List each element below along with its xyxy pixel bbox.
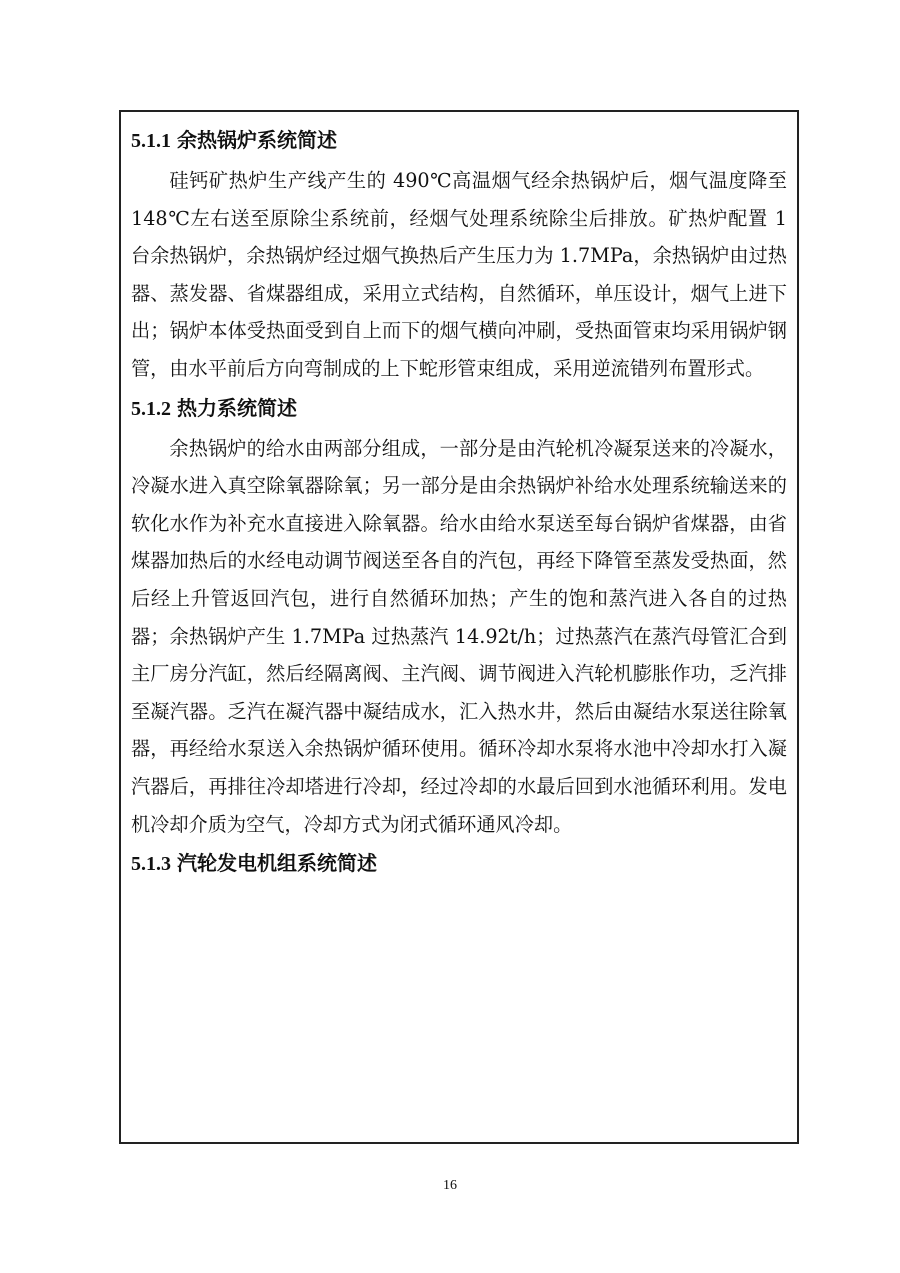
section-heading-5-1-1 [131,122,787,158]
section-title: 汽轮发电机组系统简述 [177,851,377,876]
page-number: 16 [443,1178,457,1193]
section-title: 余热锅炉系统简述 [177,128,337,152]
content-frame [119,110,799,1144]
section-number: 5.1.3 [131,853,171,876]
section-paragraph-5-1-2: 余热锅炉的给水由两部分组成，一部分是由汽轮机冷凝泵送来的冷凝水，冷凝水进入真空除氧器除氧；另一部分是由余热锅炉补给水处理系统输送来的软化水作为补充水直接进入除氧器。给水由给水泵送至每台锅炉省煤器，由省煤器加热后的水经电动调节阀送至各自的汽包，再经下降管至蒸发受热面，然后经上升管返回汽包，进行自然循环加热；产生的饱和蒸汽进入各自的过热器；余热锅炉产生 1.7MPa 过热蒸汽 14.92t/h；过热蒸汽在蒸汽母管汇合到主厂房分汽缸，然后经隔离阀、主汽阀、调节阀进入汽轮机膨胀作功，乏汽排至凝汽器。乏汽在凝汽器中凝结成水，汇入热水井，然后由凝结水泵送往除氧器，再经给水泵送入余热锅炉循环使用。循环冷却水泵将水池中冷却水打入凝汽器后，再排往冷却塔进行冷却，经过冷却的水最后回到水池循环利用。发电机冷却介质为空气，冷却方式为闭式循环通风冷却。 [131,436,787,836]
section-heading-5-1-3 [131,845,787,881]
section-number: 5.1.2 [131,397,171,420]
section-title: 热力系统简述 [177,395,297,420]
section-heading-5-1-2 [131,390,787,426]
section-paragraph-5-1-1: 硅钙矿热炉生产线产生的 490℃高温烟气经余热锅炉后，烟气温度降至 148℃左右送至原除尘系统前，经烟气处理系统除尘后排放。矿热炉配置 1 台余热锅炉，余热锅炉经过烟气换热后产生压力为 1.7MPa，余热锅炉由过热器、蒸发器、省煤器组成，采用立式结构，自然循环，单压设计，烟气上进下出；锅炉本体受热面受到自上而下的烟气横向冲刷，受热面管束均采用锅炉钢管，由水平前后方向弯制成的上下蛇形管束组成，采用逆流错列布置形式。 [131,169,787,380]
section-number: 5.1.1 [131,130,171,152]
